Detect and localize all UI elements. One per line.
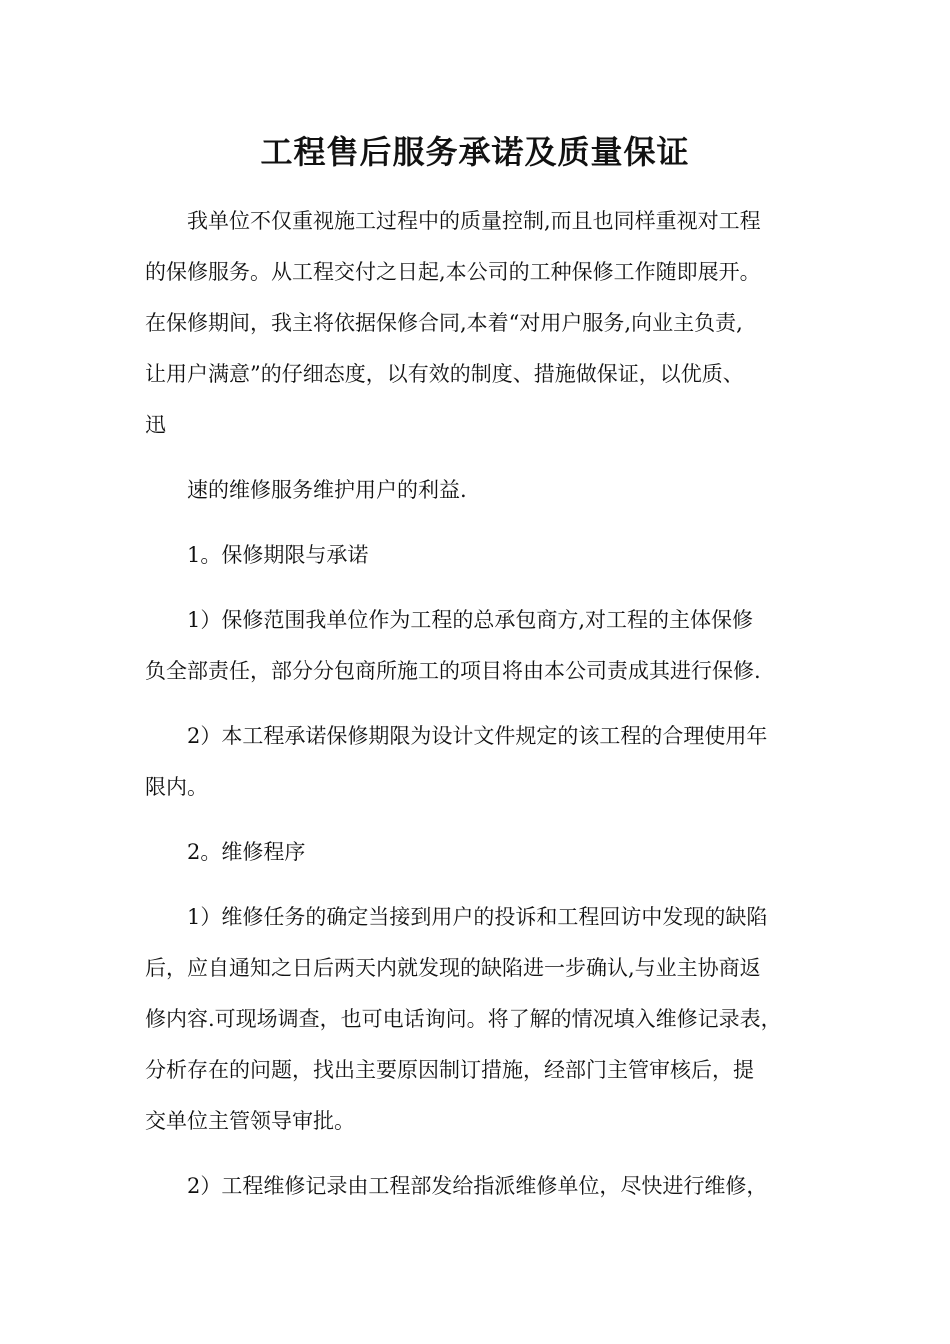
paragraph-warranty-period: [145, 711, 815, 813]
document-body: [145, 196, 815, 1226]
text-line: 速的维修服务维护用户的利益.: [187, 478, 467, 502]
text-line: 2）本工程承诺保修期限为设计文件规定的该工程的合理使用年: [187, 724, 768, 748]
text-line: 负全部责任，部分分包商所施工的项目将由本公司责成其进行保修.: [145, 659, 761, 683]
document-title: 工程售后服务承诺及质量保证: [260, 133, 690, 171]
text-line: 让用户满意”的仔细态度，以有效的制度、措施做保证，以优质、: [145, 362, 744, 386]
text-line: 2）工程维修记录由工程部发给指派维修单位，尽快进行维修，: [187, 1174, 768, 1198]
text-line: 1。保修期限与承诺: [187, 543, 369, 567]
section-heading-repair: [145, 827, 815, 878]
text-line: 的保修服务。从工程交付之日起,本公司的工种保修工作随即展开。: [145, 260, 761, 284]
paragraph-warranty-scope: [145, 595, 815, 697]
text-line: 在保修期间，我主将依据保修合同,本着“对用户服务,向业主负责,: [145, 311, 743, 335]
text-line: 修内容.可现场调查，也可电话询问。将了解的情况填入维修记录表，: [145, 1007, 782, 1031]
text-line: 我单位不仅重视施工过程中的质量控制,而且也同样重视对工程: [187, 209, 761, 233]
text-line: 后，应自通知之日后两天内就发现的缺陷进一步确认,与业主协商返: [145, 956, 761, 980]
text-line: 分析存在的问题，找出主要原因制订措施，经部门主管审核后，提: [145, 1058, 754, 1082]
paragraph-repair-task: [145, 892, 815, 1147]
text-line: 交单位主管领导审批。: [145, 1109, 355, 1133]
text-line: 1）保修范围我单位作为工程的总承包商方,对工程的主体保修: [187, 608, 754, 632]
paragraph-repair-record: [145, 1161, 815, 1212]
paragraph-intro: [145, 196, 815, 451]
paragraph-intro-continued: [145, 465, 815, 516]
text-line: 2。维修程序: [187, 840, 306, 864]
text-line: 迅: [145, 413, 166, 437]
section-heading-warranty: [145, 530, 815, 581]
text-line: 限内。: [145, 775, 208, 799]
text-line: 1）维修任务的确定当接到用户的投诉和工程回访中发现的缺陷: [187, 905, 768, 929]
